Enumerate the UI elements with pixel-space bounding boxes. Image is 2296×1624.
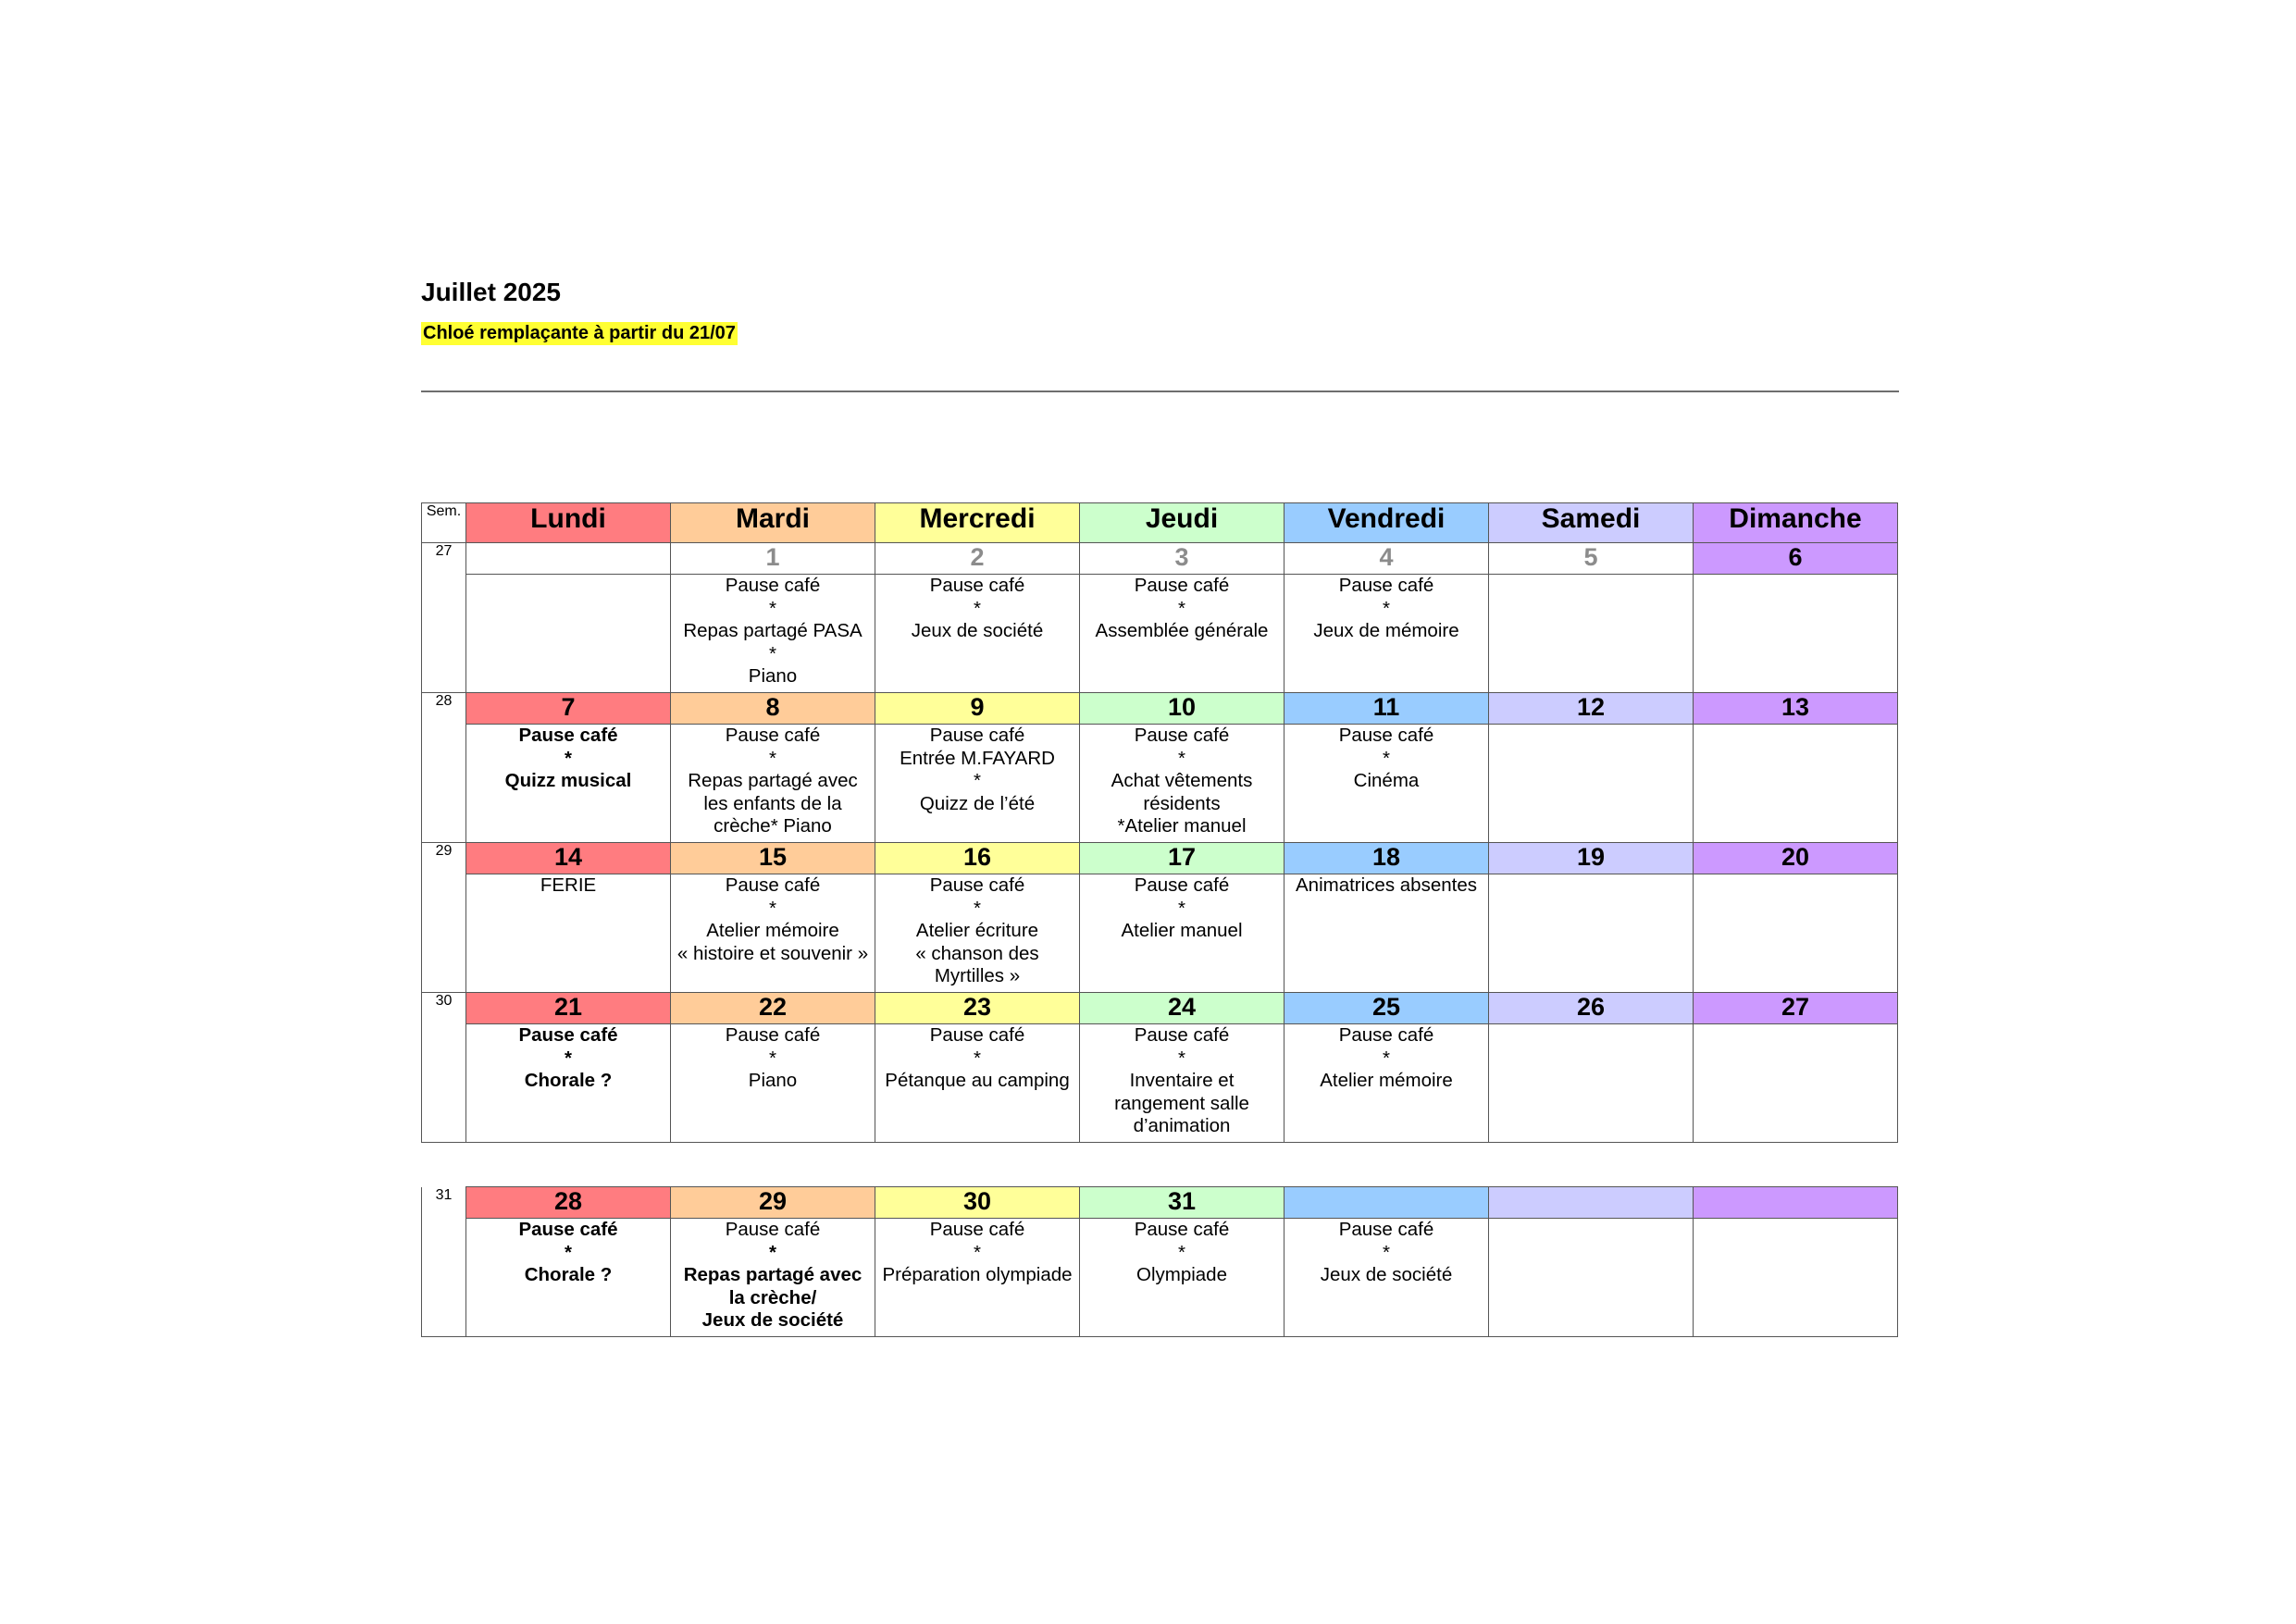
events-cell bbox=[1285, 575, 1489, 693]
event-line: Pause café bbox=[929, 575, 1025, 596]
week-number: 28 bbox=[422, 693, 466, 843]
event-line: * bbox=[769, 597, 776, 619]
event-line: * bbox=[1383, 1047, 1390, 1069]
event-line: rangement salle bbox=[1114, 1092, 1249, 1114]
event-line: Repas partagé avec bbox=[683, 1264, 863, 1285]
events-cell bbox=[875, 1219, 1080, 1337]
event-line: Pause café bbox=[1338, 1024, 1434, 1046]
event-line: * bbox=[769, 642, 776, 664]
event-line: les enfants de la bbox=[703, 792, 842, 814]
week-number: 29 bbox=[422, 843, 466, 993]
date-cell: 6 bbox=[1694, 543, 1898, 575]
events-cell bbox=[1489, 725, 1694, 843]
date-cell: 20 bbox=[1694, 843, 1898, 874]
event-line: Animatrices absentes bbox=[1296, 874, 1477, 896]
week-number: 31 bbox=[422, 1187, 466, 1337]
date-cell: 24 bbox=[1080, 993, 1285, 1024]
date-row bbox=[422, 993, 1898, 1024]
event-line: Chorale ? bbox=[524, 1264, 613, 1285]
date-cell: 28 bbox=[466, 1187, 671, 1219]
event-line: Pause café bbox=[929, 1024, 1025, 1046]
events-cell bbox=[466, 874, 671, 993]
event-line: Cinéma bbox=[1353, 770, 1420, 791]
event-line: Myrtilles » bbox=[934, 965, 1021, 986]
day-header-jeudi: Jeudi bbox=[1080, 503, 1285, 543]
events-cell bbox=[1080, 1024, 1285, 1143]
event-line: Pétanque au camping bbox=[885, 1070, 1070, 1091]
event-line: * bbox=[565, 747, 572, 769]
events-row bbox=[422, 575, 1898, 693]
events-row bbox=[422, 1219, 1898, 1337]
calendar-table-week-31 bbox=[421, 1186, 1898, 1337]
day-header-row bbox=[422, 503, 1898, 543]
events-cell bbox=[671, 1024, 875, 1143]
date-cell: 23 bbox=[875, 993, 1080, 1024]
event-line: Pause café bbox=[929, 1219, 1025, 1240]
events-row bbox=[422, 1024, 1898, 1143]
events-row bbox=[422, 874, 1898, 993]
event-line: Repas partagé PASA bbox=[683, 620, 863, 641]
date-cell: 25 bbox=[1285, 993, 1489, 1024]
event-line: Jeux de société bbox=[1320, 1264, 1453, 1285]
date-cell: 13 bbox=[1694, 693, 1898, 725]
date-cell: 29 bbox=[671, 1187, 875, 1219]
events-cell bbox=[1489, 1219, 1694, 1337]
event-line: Pause café bbox=[725, 874, 821, 896]
events-cell bbox=[875, 1024, 1080, 1143]
event-line: Pause café bbox=[1134, 1024, 1230, 1046]
date-cell bbox=[1285, 1187, 1489, 1219]
event-line: * bbox=[974, 770, 981, 791]
date-cell: 10 bbox=[1080, 693, 1285, 725]
event-line: * bbox=[769, 747, 776, 769]
event-line: * bbox=[974, 1241, 981, 1263]
day-header-dimanche: Dimanche bbox=[1694, 503, 1898, 543]
event-line: * bbox=[1178, 747, 1185, 769]
day-header-samedi: Samedi bbox=[1489, 503, 1694, 543]
date-row bbox=[422, 693, 1898, 725]
date-cell bbox=[1694, 1187, 1898, 1219]
events-cell bbox=[1489, 1024, 1694, 1143]
date-row bbox=[422, 843, 1898, 874]
event-line: résidents bbox=[1143, 792, 1221, 814]
events-cell bbox=[466, 1219, 671, 1337]
event-line: * bbox=[974, 597, 981, 619]
event-line: Pause café bbox=[1338, 1219, 1434, 1240]
event-line: * bbox=[769, 1047, 776, 1069]
event-line: Pause café bbox=[725, 575, 821, 596]
date-cell: 17 bbox=[1080, 843, 1285, 874]
date-cell: 31 bbox=[1080, 1187, 1285, 1219]
event-line: * bbox=[565, 1047, 572, 1069]
date-cell: 11 bbox=[1285, 693, 1489, 725]
events-cell bbox=[671, 874, 875, 993]
event-line: Olympiade bbox=[1136, 1264, 1227, 1285]
event-line: * bbox=[974, 897, 981, 919]
events-cell bbox=[1694, 575, 1898, 693]
event-line: Atelier manuel bbox=[1121, 920, 1243, 941]
events-cell bbox=[1694, 874, 1898, 993]
events-cell bbox=[1285, 1219, 1489, 1337]
event-line: * bbox=[1383, 1241, 1390, 1263]
date-cell: 1 bbox=[671, 543, 875, 575]
event-line: Achat vêtements bbox=[1111, 770, 1253, 791]
events-cell bbox=[671, 725, 875, 843]
event-line: * bbox=[1383, 747, 1390, 769]
events-cell bbox=[1080, 874, 1285, 993]
event-line: Assemblée générale bbox=[1095, 620, 1269, 641]
week-number: 27 bbox=[422, 543, 466, 693]
date-cell: 5 bbox=[1489, 543, 1694, 575]
date-row bbox=[422, 543, 1898, 575]
events-cell bbox=[671, 1219, 875, 1337]
date-cell: 22 bbox=[671, 993, 875, 1024]
events-cell bbox=[466, 1024, 671, 1143]
date-cell: 27 bbox=[1694, 993, 1898, 1024]
event-line: crèche* Piano bbox=[714, 815, 832, 837]
events-cell bbox=[1285, 874, 1489, 993]
event-line: « chanson des bbox=[915, 942, 1039, 964]
events-cell bbox=[466, 575, 671, 693]
event-line: la crèche/ bbox=[728, 1286, 817, 1308]
event-line: Pause café bbox=[929, 725, 1025, 746]
day-header-mardi: Mardi bbox=[671, 503, 875, 543]
event-line: Pause café bbox=[518, 1219, 618, 1240]
header-divider bbox=[421, 391, 1899, 392]
day-header-mercredi: Mercredi bbox=[875, 503, 1080, 543]
date-cell: 12 bbox=[1489, 693, 1694, 725]
events-cell bbox=[671, 575, 875, 693]
date-cell: 16 bbox=[875, 843, 1080, 874]
event-line: Pause café bbox=[1338, 725, 1434, 746]
event-line: * bbox=[565, 1241, 572, 1263]
date-cell: 19 bbox=[1489, 843, 1694, 874]
event-line: Pause café bbox=[1134, 1219, 1230, 1240]
event-line: Jeux de société bbox=[911, 620, 1044, 641]
event-line: Piano bbox=[748, 665, 798, 687]
event-line: * bbox=[769, 1241, 776, 1263]
date-cell: 3 bbox=[1080, 543, 1285, 575]
date-cell bbox=[1489, 1187, 1694, 1219]
event-line: Préparation olympiade bbox=[882, 1264, 1073, 1285]
event-line: Atelier mémoire bbox=[706, 920, 839, 941]
date-cell: 7 bbox=[466, 693, 671, 725]
event-line: * bbox=[1178, 897, 1185, 919]
event-line: « histoire et souvenir » bbox=[676, 942, 869, 964]
event-line: *Atelier manuel bbox=[1117, 815, 1247, 837]
event-line: Piano bbox=[748, 1070, 798, 1091]
event-line: FERIE bbox=[540, 874, 597, 896]
event-line: * bbox=[769, 897, 776, 919]
day-header-lundi: Lundi bbox=[466, 503, 671, 543]
date-row bbox=[422, 1187, 1898, 1219]
event-line: * bbox=[1178, 1241, 1185, 1263]
event-line: Pause café bbox=[1134, 575, 1230, 596]
date-cell: 26 bbox=[1489, 993, 1694, 1024]
event-line: * bbox=[1178, 597, 1185, 619]
events-cell bbox=[1285, 725, 1489, 843]
events-cell bbox=[1080, 575, 1285, 693]
event-line: Pause café bbox=[1134, 874, 1230, 896]
events-cell bbox=[1694, 1219, 1898, 1337]
event-line: Pause café bbox=[518, 1024, 618, 1046]
event-line: Pause café bbox=[725, 1219, 821, 1240]
events-cell bbox=[1080, 725, 1285, 843]
event-line: Pause café bbox=[1134, 725, 1230, 746]
event-line: * bbox=[1383, 597, 1390, 619]
events-cell bbox=[875, 874, 1080, 993]
event-line: Repas partagé avec bbox=[688, 770, 858, 791]
events-cell bbox=[466, 725, 671, 843]
events-cell bbox=[1285, 1024, 1489, 1143]
event-line: Pause café bbox=[1338, 575, 1434, 596]
event-line: * bbox=[1178, 1047, 1185, 1069]
event-line: Pause café bbox=[929, 874, 1025, 896]
event-line: Chorale ? bbox=[524, 1070, 613, 1091]
date-cell: 15 bbox=[671, 843, 875, 874]
date-cell: 14 bbox=[466, 843, 671, 874]
event-line: Quizz musical bbox=[504, 770, 632, 791]
event-line: * bbox=[974, 1047, 981, 1069]
event-line: Quizz de l’été bbox=[919, 792, 1036, 814]
event-line: Inventaire et bbox=[1129, 1070, 1235, 1091]
events-cell bbox=[1694, 725, 1898, 843]
date-cell: 30 bbox=[875, 1187, 1080, 1219]
event-line: Jeux de société bbox=[701, 1309, 844, 1331]
events-cell bbox=[1080, 1219, 1285, 1337]
event-line: Entrée M.FAYARD bbox=[900, 747, 1055, 769]
event-line: Atelier mémoire bbox=[1320, 1070, 1453, 1091]
event-line: Pause café bbox=[518, 725, 618, 746]
date-cell bbox=[466, 543, 671, 575]
date-cell: 9 bbox=[875, 693, 1080, 725]
event-line: Atelier écriture bbox=[915, 920, 1039, 941]
week-column-header: Sem. bbox=[422, 503, 466, 543]
event-line: Jeux de mémoire bbox=[1313, 620, 1459, 641]
page-title: Juillet 2025 bbox=[421, 278, 561, 306]
week-number: 30 bbox=[422, 993, 466, 1143]
day-header-vendredi: Vendredi bbox=[1285, 503, 1489, 543]
events-cell bbox=[1489, 874, 1694, 993]
event-line: d’animation bbox=[1133, 1115, 1231, 1136]
events-row bbox=[422, 725, 1898, 843]
date-cell: 21 bbox=[466, 993, 671, 1024]
events-cell bbox=[1489, 575, 1694, 693]
event-line: Pause café bbox=[725, 725, 821, 746]
date-cell: 2 bbox=[875, 543, 1080, 575]
calendar-table bbox=[421, 502, 1898, 1143]
date-cell: 8 bbox=[671, 693, 875, 725]
event-line: Pause café bbox=[725, 1024, 821, 1046]
date-cell: 4 bbox=[1285, 543, 1489, 575]
date-cell: 18 bbox=[1285, 843, 1489, 874]
events-cell bbox=[875, 575, 1080, 693]
events-cell bbox=[875, 725, 1080, 843]
events-cell bbox=[1694, 1024, 1898, 1143]
substitute-note: Chloé remplaçante à partir du 21/07 bbox=[423, 323, 736, 343]
